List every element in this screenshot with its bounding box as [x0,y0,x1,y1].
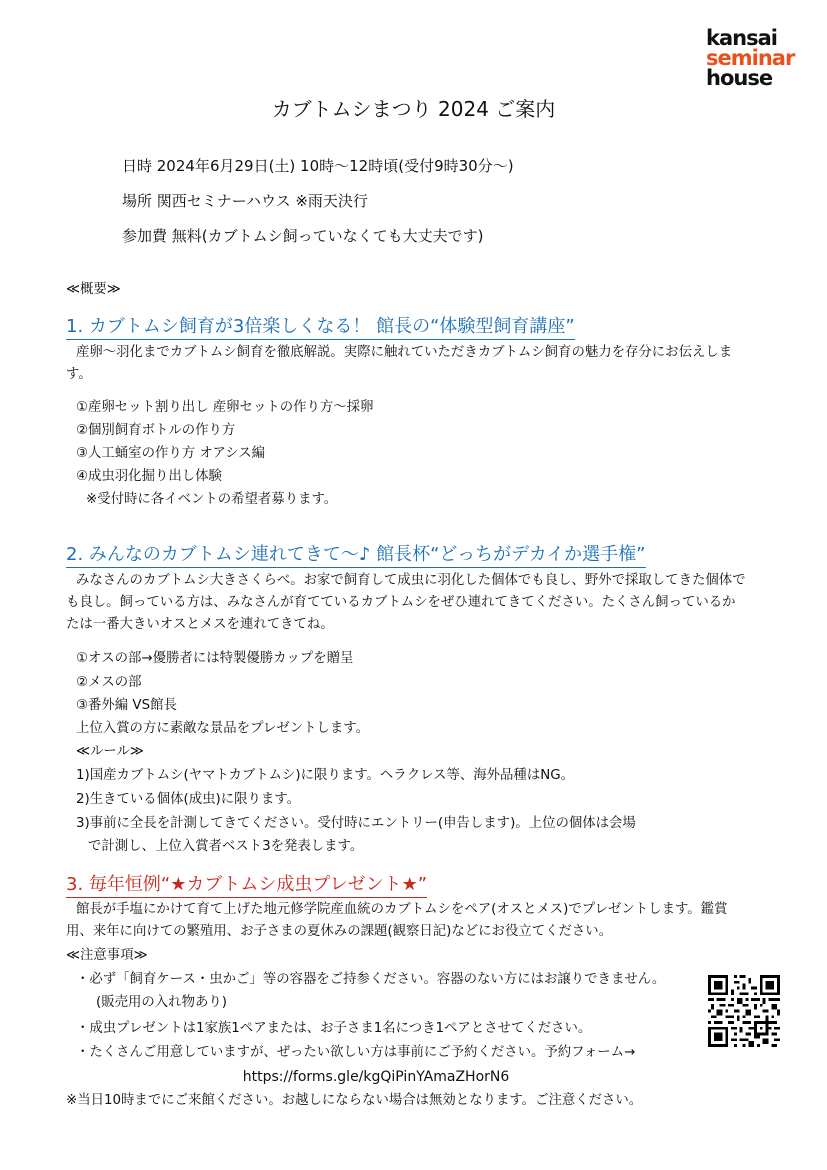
section1-item: ②個別飼育ボトルの作り方 [76,423,236,438]
logo-line-1: kansai [706,26,777,50]
section2-item: ③番外編 VS館長 [76,698,177,713]
rule-item-continued: で計測し、上位入賞者ベスト3を発表します。 [88,839,364,854]
note-item-continued: (販売用の入れ物あり) [96,995,227,1010]
kansai-seminar-house-logo [706,28,796,88]
info-fee: 参加費 無料(カブトムシ飼っていなくても大丈夫です) [122,227,484,245]
overview-label: ≪概要≫ [66,282,121,297]
logo-line-3: house [706,66,773,90]
info-date: 日時 2024年6月29日(土) 10時～12時頃(受付9時30分～) [122,157,514,175]
section2-heading: 2. みんなのカブトムシ連れてきて～♪ 館長杯“どっちがデカイか選手権” [66,540,646,568]
section2-item: ①オスの部→優勝者には特製優勝カップを贈呈 [76,651,354,666]
section2-item: ②メスの部 [76,675,142,690]
note-item: ・たくさんご用意していますが、ぜったい欲しい方は事前にご予約ください。予約フォーム→ [76,1045,636,1060]
section1-item: ④成虫羽化掘り出し体験 [76,469,222,484]
section1-item: ③人工蛹室の作り方 オアシス編 [76,446,265,461]
section3-heading: 3. 毎年恒例“★カブトムシ成虫プレゼント★” [66,870,427,898]
page-title: カブトムシまつり 2024 ご案内 [271,97,556,121]
notes-label: ≪注意事項≫ [66,948,148,963]
qr-code-icon[interactable] [708,975,780,1047]
info-place: 場所 関西セミナーハウス ※雨天決行 [122,192,368,210]
rule-item: 3)事前に全長を計測してきてください。受付時にエントリー(申告します)。上位の個体は会場 [76,816,636,831]
rule-item: 2)生きている個体(成虫)に限ります。 [76,792,300,807]
reservation-form-link[interactable]: https://forms.gle/kgQiPinYAmaZHorN6 [242,1069,510,1085]
section2-item: 上位入賞の方に素敵な景品をプレゼントします。 [76,721,369,736]
footer-note: ※当日10時までにご来館ください。お越しにならない場合は無効となります。ご注意ください。 [66,1093,643,1108]
section2-paragraph: みなさんのカブトムシ大きさくらべ。お家で飼育して成虫に羽化した個体でも良し、野外で採取してきた個体でも良し。飼っている方は、みなさんが育てているカブトムシをぜひ連れてきてください。たくさん飼っているかたは一番大きいオスとメスを連れてきてね。 [66,573,746,632]
section1-note: ※受付時に各イベントの希望者募ります。 [86,492,338,507]
note-item: ・成虫プレゼントは1家族1ペアまたは、お子さま1名につき1ペアとさせてください。 [76,1021,592,1036]
rules-label: ≪ルール≫ [76,744,144,759]
section3-paragraph: 館長が手塩にかけて育て上げた地元修学院産血統のカブトムシをペア(オスとメス)でプレゼントします。鑑賞用、来年に向けての繁殖用、お子さまの夏休みの課題(観察日記)などにお役立てください。 [66,902,728,939]
section1-item: ①産卵セット割り出し 産卵セットの作り方～採卵 [76,400,374,415]
rule-item: 1)国産カブトムシ(ヤマトカブトムシ)に限ります。ヘラクレス等、海外品種はNG。 [76,768,574,783]
section1-heading: 1. カブトムシ飼育が3倍楽しくなる！ 館長の“体験型飼育講座” [66,312,575,340]
section1-paragraph: 産卵～羽化までカブトムシ飼育を徹底解説。実際に触れていただきカブトムシ飼育の魅力を存分にお伝えします。 [66,345,733,382]
logo-line-2: seminar [706,46,795,70]
note-item: ・必ず「飼育ケース・虫かご」等の容器をご持参ください。容器のない方にはお譲りできません。 [76,972,666,987]
